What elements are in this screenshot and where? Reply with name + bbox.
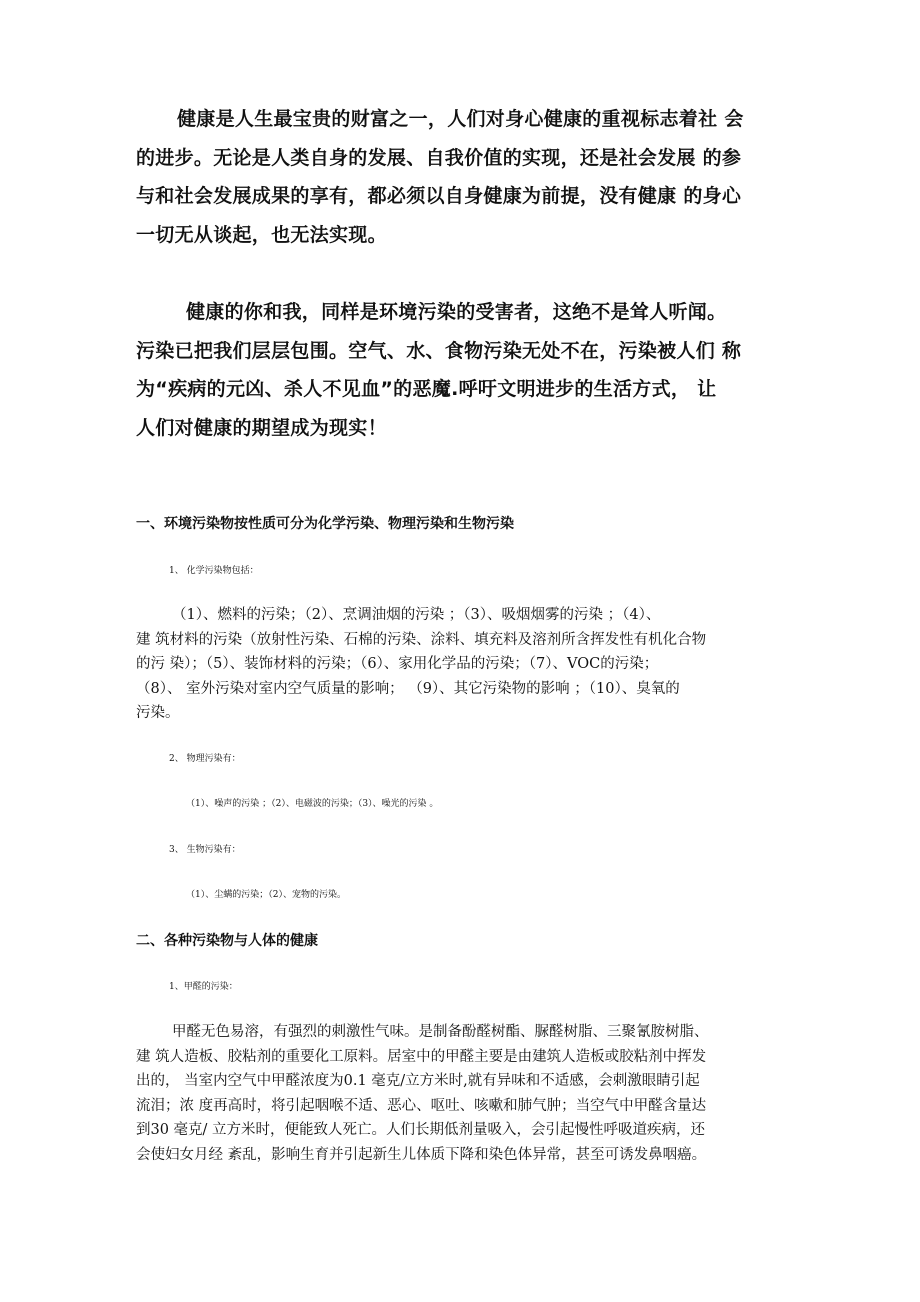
formaldehyde-paragraph	[136, 1020, 790, 1168]
text-line: 为“疾病的元凶、杀人不见血”的恶魔.呼吁文明进步的生活方式， 让	[136, 378, 717, 400]
text-line: 流泪；浓 度再高时，将引起咽喉不适、恶心、呕吐、咳嗽和肺气肿；当空气中甲醛含量达	[136, 1097, 707, 1114]
text-line: 建 筑材料的污染（放射性污染、石棉的污染、涂料、填充料及溶剂所含挥发性有机化合物	[136, 631, 707, 648]
section-1-heading: 一、环境污染物按性质可分为化学污染、物理污染和生物污染	[136, 516, 514, 532]
physical-pollution-title: 2、 物理污染有：	[169, 754, 241, 764]
section-2-heading: 二、各种污染物与人体的健康	[136, 933, 318, 949]
text-line: 甲醛无色易溶，有强烈的刺激性气味。是制备酚醛树酯、脲醛树脂、三聚氰胺树脂、	[172, 1024, 709, 1040]
text-line: 会使妇女月经 紊乱，影响生育并引起新生儿体质下降和染色体异常，甚至可诱发鼻咽癌。	[136, 1146, 707, 1163]
text-line: 与和社会发展成果的享有，都必须以自身健康为前提，没有健康 的身心	[136, 185, 742, 207]
text-line: 健康的你和我，同样是环境污染的受害者，这绝不是耸人听闻。	[186, 301, 727, 323]
text-line: 的进步。无论是人类自身的发展、自我价值的实现，还是社会发展 的参	[136, 146, 742, 169]
biological-pollution-list: （1）、尘螨的污染；（2）、宠物的污染。	[186, 890, 346, 900]
chemical-pollution-title: 1、 化学污染物包括：	[169, 566, 259, 576]
text-line: 的污 染）；（5）、装饰材料的污染；（6）、家用化学品的污染；（7）、VOC的污染；	[136, 656, 659, 673]
text-line: 一切无从谈起，也无法实现。	[136, 223, 387, 246]
text-line: 出的， 当室内空气中甲醛浓度为0.1 毫克/立方米时,就有异味和不适感，会刺激眼睛引起	[136, 1073, 700, 1090]
text-line: 污染已把我们层层包围。空气、水、食物污染无处不在，污染被人们 称	[136, 339, 742, 362]
biological-pollution-title: 3、 生物污染有：	[169, 845, 241, 855]
text-line: 人们对健康的期望成为现实！	[136, 416, 387, 439]
text-line: （1）、燃料的污染；（2）、烹调油烟的污染 ；（3）、吸烟烟雾的污染 ；（4）、	[172, 607, 661, 623]
intro-paragraph-2	[136, 293, 790, 447]
physical-pollution-list: （1）、噪声的污染 ；（2）、电磁波的污染；（3）、噪光的污染 。	[186, 799, 439, 809]
chemical-pollution-list	[136, 603, 790, 726]
text-line: 健康是人生最宝贵的财富之一，人们对身心健康的重视标志着社 会	[177, 108, 744, 130]
formaldehyde-title: 1、甲醛的污染：	[169, 982, 238, 992]
text-line: 污染。	[136, 705, 180, 722]
text-line: （8）、 室外污染对室内空气质量的影响； （9）、其它污染物的影响 ；（10）、臭氧的	[136, 680, 680, 697]
text-line: 建 筑人造板、胶粘剂的重要化工原料。居室中的甲醛主要是由建筑人造板或胶粘剂中挥发	[136, 1048, 707, 1065]
text-line: 到30 毫克/ 立方米时，便能致人死亡。人们长期低剂量吸入，会引起慢性呼吸道疾病，还	[136, 1122, 706, 1139]
intro-paragraph-1	[136, 100, 790, 254]
